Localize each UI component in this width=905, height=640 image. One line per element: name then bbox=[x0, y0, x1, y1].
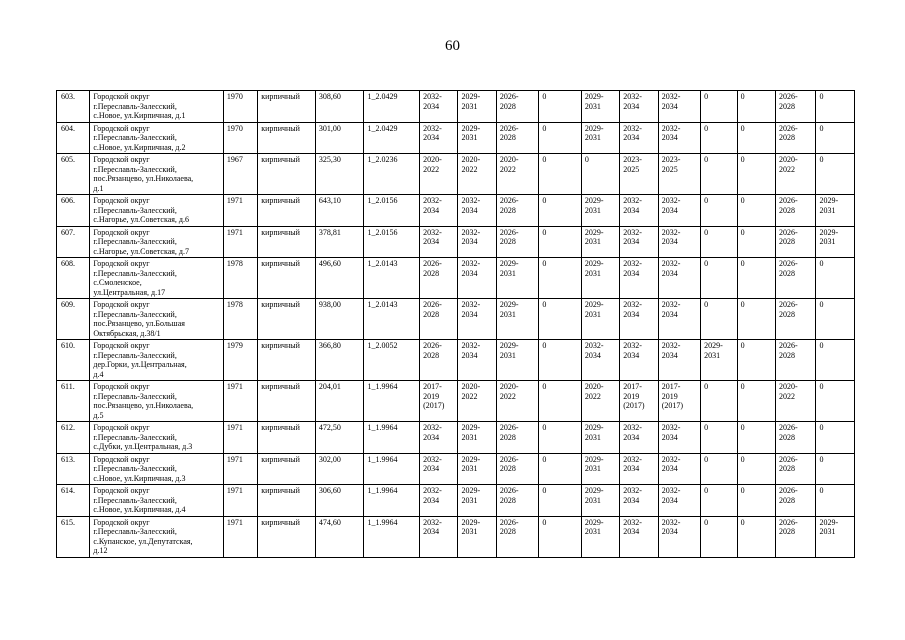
row-period-6: 2023- 2025 bbox=[620, 154, 658, 195]
row-area: 301,00 bbox=[315, 122, 364, 154]
row-year: 1971 bbox=[223, 422, 257, 454]
row-period-2: 2029- 2031 bbox=[458, 422, 496, 454]
row-period-6: 2032- 2034 bbox=[620, 258, 658, 299]
row-period-7: 2032- 2034 bbox=[658, 516, 700, 557]
row-period-10: 2020- 2022 bbox=[775, 381, 815, 422]
row-period-10: 2026- 2028 bbox=[775, 453, 815, 485]
row-period-1: 2026- 2028 bbox=[420, 340, 458, 381]
row-period-6: 2032- 2034 bbox=[620, 91, 658, 123]
table-row bbox=[57, 154, 855, 195]
row-period-6: 2032- 2034 bbox=[620, 453, 658, 485]
row-material: кирпичный bbox=[258, 422, 316, 454]
row-period-6: 2032- 2034 bbox=[620, 485, 658, 517]
row-period-8: 0 bbox=[701, 154, 737, 195]
row-material: кирпичный bbox=[258, 453, 316, 485]
row-year: 1971 bbox=[223, 453, 257, 485]
row-area: 378,81 bbox=[315, 226, 364, 258]
table-row bbox=[57, 91, 855, 123]
row-period-2: 2029- 2031 bbox=[458, 516, 496, 557]
row-period-4: 0 bbox=[539, 340, 581, 381]
row-period-11: 0 bbox=[816, 122, 855, 154]
row-period-3: 2029- 2031 bbox=[496, 258, 538, 299]
row-period-3: 2026- 2028 bbox=[496, 122, 538, 154]
row-number: 613. bbox=[57, 453, 90, 485]
row-period-7: 2032- 2034 bbox=[658, 453, 700, 485]
table-row bbox=[57, 122, 855, 154]
row-period-3: 2026- 2028 bbox=[496, 422, 538, 454]
row-period-6: 2032- 2034 bbox=[620, 422, 658, 454]
row-period-1: 2020- 2022 bbox=[420, 154, 458, 195]
row-period-8: 0 bbox=[701, 195, 737, 227]
row-period-5: 0 bbox=[581, 154, 619, 195]
row-period-11: 0 bbox=[816, 154, 855, 195]
row-period-4: 0 bbox=[539, 258, 581, 299]
row-period-1: 2032- 2034 bbox=[420, 91, 458, 123]
row-address: Городской округ г.Переславль-Залесский, с.Новое, ул.Кирпичная, д.4 bbox=[90, 485, 224, 517]
row-material: кирпичный bbox=[258, 195, 316, 227]
row-period-5: 2029- 2031 bbox=[581, 422, 619, 454]
row-period-2: 2032- 2034 bbox=[458, 299, 496, 340]
row-number: 603. bbox=[57, 91, 90, 123]
row-number: 606. bbox=[57, 195, 90, 227]
row-material: кирпичный bbox=[258, 485, 316, 517]
row-period-10: 2026- 2028 bbox=[775, 299, 815, 340]
row-code: 1_1.9964 bbox=[364, 485, 420, 517]
row-period-11: 0 bbox=[816, 381, 855, 422]
row-material: кирпичный bbox=[258, 516, 316, 557]
row-period-4: 0 bbox=[539, 122, 581, 154]
row-period-2: 2020- 2022 bbox=[458, 381, 496, 422]
row-period-3: 2026- 2028 bbox=[496, 453, 538, 485]
row-period-9: 0 bbox=[737, 195, 775, 227]
row-period-6: 2032- 2034 bbox=[620, 340, 658, 381]
row-period-7: 2032- 2034 bbox=[658, 91, 700, 123]
row-period-7: 2017- 2019 (2017) bbox=[658, 381, 700, 422]
row-period-9: 0 bbox=[737, 91, 775, 123]
row-period-7: 2032- 2034 bbox=[658, 340, 700, 381]
row-period-3: 2020- 2022 bbox=[496, 154, 538, 195]
row-code: 1_2.0156 bbox=[364, 195, 420, 227]
row-year: 1978 bbox=[223, 299, 257, 340]
row-period-8: 0 bbox=[701, 258, 737, 299]
row-address: Городской округ г.Переславль-Залесский, дер.Горки, ул.Центральная, д.4 bbox=[90, 340, 224, 381]
row-period-1: 2026- 2028 bbox=[420, 299, 458, 340]
row-period-1: 2032- 2034 bbox=[420, 453, 458, 485]
row-material: кирпичный bbox=[258, 340, 316, 381]
row-code: 1_2.0156 bbox=[364, 226, 420, 258]
row-period-9: 0 bbox=[737, 258, 775, 299]
row-code: 1_2.0052 bbox=[364, 340, 420, 381]
row-period-11: 0 bbox=[816, 340, 855, 381]
row-period-11: 0 bbox=[816, 485, 855, 517]
row-period-6: 2032- 2034 bbox=[620, 195, 658, 227]
row-period-8: 0 bbox=[701, 485, 737, 517]
row-period-3: 2026- 2028 bbox=[496, 91, 538, 123]
row-period-9: 0 bbox=[737, 226, 775, 258]
row-period-5: 2029- 2031 bbox=[581, 299, 619, 340]
row-year: 1970 bbox=[223, 122, 257, 154]
row-period-2: 2029- 2031 bbox=[458, 91, 496, 123]
row-period-9: 0 bbox=[737, 381, 775, 422]
row-address: Городской округ г.Переславль-Залесский, пос.Рязанцево, ул.Большая Октябрьская, д.38/1 bbox=[90, 299, 224, 340]
row-period-6: 2032- 2034 bbox=[620, 122, 658, 154]
row-period-8: 0 bbox=[701, 122, 737, 154]
row-period-11: 0 bbox=[816, 299, 855, 340]
row-period-9: 0 bbox=[737, 516, 775, 557]
row-period-5: 2029- 2031 bbox=[581, 226, 619, 258]
row-number: 610. bbox=[57, 340, 90, 381]
row-area: 938,00 bbox=[315, 299, 364, 340]
row-code: 1_1.9964 bbox=[364, 516, 420, 557]
row-year: 1978 bbox=[223, 258, 257, 299]
row-period-4: 0 bbox=[539, 422, 581, 454]
row-material: кирпичный bbox=[258, 226, 316, 258]
row-code: 1_2.0236 bbox=[364, 154, 420, 195]
row-period-9: 0 bbox=[737, 154, 775, 195]
row-period-10: 2026- 2028 bbox=[775, 422, 815, 454]
row-period-4: 0 bbox=[539, 154, 581, 195]
row-period-7: 2032- 2034 bbox=[658, 299, 700, 340]
row-period-11: 0 bbox=[816, 258, 855, 299]
row-year: 1971 bbox=[223, 226, 257, 258]
row-period-4: 0 bbox=[539, 226, 581, 258]
row-period-1: 2032- 2034 bbox=[420, 485, 458, 517]
row-period-5: 2029- 2031 bbox=[581, 485, 619, 517]
row-period-2: 2032- 2034 bbox=[458, 226, 496, 258]
row-period-10: 2026- 2028 bbox=[775, 122, 815, 154]
row-period-3: 2020- 2022 bbox=[496, 381, 538, 422]
row-material: кирпичный bbox=[258, 258, 316, 299]
row-number: 607. bbox=[57, 226, 90, 258]
row-period-7: 2032- 2034 bbox=[658, 422, 700, 454]
row-code: 1_1.9964 bbox=[364, 422, 420, 454]
row-period-9: 0 bbox=[737, 485, 775, 517]
row-year: 1971 bbox=[223, 485, 257, 517]
row-number: 608. bbox=[57, 258, 90, 299]
row-period-2: 2032- 2034 bbox=[458, 195, 496, 227]
row-address: Городской округ г.Переславль-Залесский, с.Дубки, ул.Центральная, д.3 bbox=[90, 422, 224, 454]
row-period-3: 2026- 2028 bbox=[496, 516, 538, 557]
row-year: 1979 bbox=[223, 340, 257, 381]
row-period-9: 0 bbox=[737, 453, 775, 485]
table-row bbox=[57, 195, 855, 227]
row-area: 204,01 bbox=[315, 381, 364, 422]
row-period-5: 2029- 2031 bbox=[581, 453, 619, 485]
row-address: Городской округ г.Переславль-Залесский, с.Смоленское, ул.Центральная, д.17 bbox=[90, 258, 224, 299]
row-period-9: 0 bbox=[737, 422, 775, 454]
row-period-8: 0 bbox=[701, 516, 737, 557]
row-period-2: 2029- 2031 bbox=[458, 485, 496, 517]
table-row bbox=[57, 340, 855, 381]
row-period-4: 0 bbox=[539, 195, 581, 227]
row-period-10: 2026- 2028 bbox=[775, 485, 815, 517]
row-period-2: 2029- 2031 bbox=[458, 453, 496, 485]
row-period-9: 0 bbox=[737, 122, 775, 154]
row-material: кирпичный bbox=[258, 154, 316, 195]
row-year: 1971 bbox=[223, 516, 257, 557]
row-period-4: 0 bbox=[539, 299, 581, 340]
row-address: Городской округ г.Переславль-Залесский, с.Нагорье, ул.Советская, д.6 bbox=[90, 195, 224, 227]
row-period-3: 2029- 2031 bbox=[496, 340, 538, 381]
row-period-8: 2029- 2031 bbox=[701, 340, 737, 381]
row-number: 604. bbox=[57, 122, 90, 154]
row-number: 611. bbox=[57, 381, 90, 422]
row-period-6: 2032- 2034 bbox=[620, 516, 658, 557]
row-period-7: 2032- 2034 bbox=[658, 226, 700, 258]
row-period-8: 0 bbox=[701, 381, 737, 422]
row-period-4: 0 bbox=[539, 453, 581, 485]
row-material: кирпичный bbox=[258, 299, 316, 340]
table-body bbox=[57, 91, 855, 558]
row-period-9: 0 bbox=[737, 340, 775, 381]
row-period-5: 2020- 2022 bbox=[581, 381, 619, 422]
row-period-5: 2032- 2034 bbox=[581, 340, 619, 381]
row-period-2: 2032- 2034 bbox=[458, 340, 496, 381]
row-period-8: 0 bbox=[701, 453, 737, 485]
row-area: 308,60 bbox=[315, 91, 364, 123]
row-period-11: 2029- 2031 bbox=[816, 516, 855, 557]
row-number: 605. bbox=[57, 154, 90, 195]
row-period-11: 0 bbox=[816, 422, 855, 454]
row-period-10: 2026- 2028 bbox=[775, 226, 815, 258]
row-period-10: 2026- 2028 bbox=[775, 340, 815, 381]
row-year: 1971 bbox=[223, 381, 257, 422]
row-material: кирпичный bbox=[258, 122, 316, 154]
row-address: Городской округ г.Переславль-Залесский, с.Нагорье, ул.Советская, д.7 bbox=[90, 226, 224, 258]
row-period-8: 0 bbox=[701, 91, 737, 123]
row-area: 302,00 bbox=[315, 453, 364, 485]
row-period-8: 0 bbox=[701, 226, 737, 258]
row-code: 1_1.9964 bbox=[364, 381, 420, 422]
row-period-8: 0 bbox=[701, 299, 737, 340]
row-area: 306,60 bbox=[315, 485, 364, 517]
row-period-5: 2029- 2031 bbox=[581, 195, 619, 227]
row-period-2: 2029- 2031 bbox=[458, 122, 496, 154]
row-number: 615. bbox=[57, 516, 90, 557]
row-year: 1970 bbox=[223, 91, 257, 123]
table-row bbox=[57, 422, 855, 454]
row-period-7: 2032- 2034 bbox=[658, 195, 700, 227]
row-material: кирпичный bbox=[258, 91, 316, 123]
row-period-3: 2026- 2028 bbox=[496, 226, 538, 258]
row-period-9: 0 bbox=[737, 299, 775, 340]
row-period-4: 0 bbox=[539, 91, 581, 123]
row-period-7: 2032- 2034 bbox=[658, 258, 700, 299]
row-period-2: 2032- 2034 bbox=[458, 258, 496, 299]
row-period-4: 0 bbox=[539, 485, 581, 517]
row-year: 1967 bbox=[223, 154, 257, 195]
row-period-1: 2017- 2019 (2017) bbox=[420, 381, 458, 422]
housing-register-table bbox=[56, 90, 855, 558]
row-address: Городской округ г.Переславль-Залесский, пос.Рязанцево, ул.Николаева, д.1 bbox=[90, 154, 224, 195]
row-period-4: 0 bbox=[539, 516, 581, 557]
row-period-7: 2032- 2034 bbox=[658, 122, 700, 154]
row-period-3: 2026- 2028 bbox=[496, 195, 538, 227]
table-row bbox=[57, 226, 855, 258]
row-period-11: 2029- 2031 bbox=[816, 195, 855, 227]
row-address: Городской округ г.Переславль-Залесский, с.Новое, ул.Кирпичная, д.1 bbox=[90, 91, 224, 123]
row-code: 1_2.0429 bbox=[364, 122, 420, 154]
row-area: 643,10 bbox=[315, 195, 364, 227]
row-area: 496,60 bbox=[315, 258, 364, 299]
row-period-1: 2032- 2034 bbox=[420, 516, 458, 557]
table-row bbox=[57, 516, 855, 557]
row-address: Городской округ г.Переславль-Залесский, с.Новое, ул.Кирпичная, д.2 bbox=[90, 122, 224, 154]
row-period-1: 2032- 2034 bbox=[420, 422, 458, 454]
row-period-5: 2029- 2031 bbox=[581, 91, 619, 123]
row-period-3: 2029- 2031 bbox=[496, 299, 538, 340]
row-number: 614. bbox=[57, 485, 90, 517]
row-year: 1971 bbox=[223, 195, 257, 227]
row-period-5: 2029- 2031 bbox=[581, 122, 619, 154]
row-number: 609. bbox=[57, 299, 90, 340]
row-address: Городской округ г.Переславль-Залесский, пос.Рязанцево, ул.Николаева, д.5 bbox=[90, 381, 224, 422]
row-period-1: 2032- 2034 bbox=[420, 122, 458, 154]
table-row bbox=[57, 485, 855, 517]
row-period-10: 2026- 2028 bbox=[775, 258, 815, 299]
row-number: 612. bbox=[57, 422, 90, 454]
row-area: 325,30 bbox=[315, 154, 364, 195]
row-period-1: 2026- 2028 bbox=[420, 258, 458, 299]
row-period-6: 2032- 2034 bbox=[620, 226, 658, 258]
row-period-10: 2020- 2022 bbox=[775, 154, 815, 195]
row-period-7: 2032- 2034 bbox=[658, 485, 700, 517]
row-period-10: 2026- 2028 bbox=[775, 91, 815, 123]
row-material: кирпичный bbox=[258, 381, 316, 422]
row-period-5: 2029- 2031 bbox=[581, 516, 619, 557]
row-period-8: 0 bbox=[701, 422, 737, 454]
row-area: 474,60 bbox=[315, 516, 364, 557]
row-area: 366,80 bbox=[315, 340, 364, 381]
row-period-11: 2029- 2031 bbox=[816, 226, 855, 258]
row-period-3: 2026- 2028 bbox=[496, 485, 538, 517]
row-area: 472,50 bbox=[315, 422, 364, 454]
row-period-2: 2020- 2022 bbox=[458, 154, 496, 195]
table-row bbox=[57, 381, 855, 422]
row-period-6: 2032- 2034 bbox=[620, 299, 658, 340]
row-address: Городской округ г.Переславль-Залесский, с.Новое, ул.Кирпичная, д.3 bbox=[90, 453, 224, 485]
table-row bbox=[57, 453, 855, 485]
row-address: Городской округ г.Переславль-Залесский, с.Купанское, ул.Депутатская, д.12 bbox=[90, 516, 224, 557]
row-period-10: 2026- 2028 bbox=[775, 195, 815, 227]
row-code: 1_2.0143 bbox=[364, 299, 420, 340]
row-period-11: 0 bbox=[816, 91, 855, 123]
row-period-1: 2032- 2034 bbox=[420, 226, 458, 258]
row-period-11: 0 bbox=[816, 453, 855, 485]
row-period-6: 2017- 2019 (2017) bbox=[620, 381, 658, 422]
row-code: 1_2.0429 bbox=[364, 91, 420, 123]
row-period-4: 0 bbox=[539, 381, 581, 422]
row-period-1: 2032- 2034 bbox=[420, 195, 458, 227]
row-period-5: 2029- 2031 bbox=[581, 258, 619, 299]
row-code: 1_1.9964 bbox=[364, 453, 420, 485]
row-code: 1_2.0143 bbox=[364, 258, 420, 299]
table-row bbox=[57, 299, 855, 340]
table-row bbox=[57, 258, 855, 299]
row-period-10: 2026- 2028 bbox=[775, 516, 815, 557]
row-period-7: 2023- 2025 bbox=[658, 154, 700, 195]
page-number: 60 bbox=[445, 38, 460, 54]
